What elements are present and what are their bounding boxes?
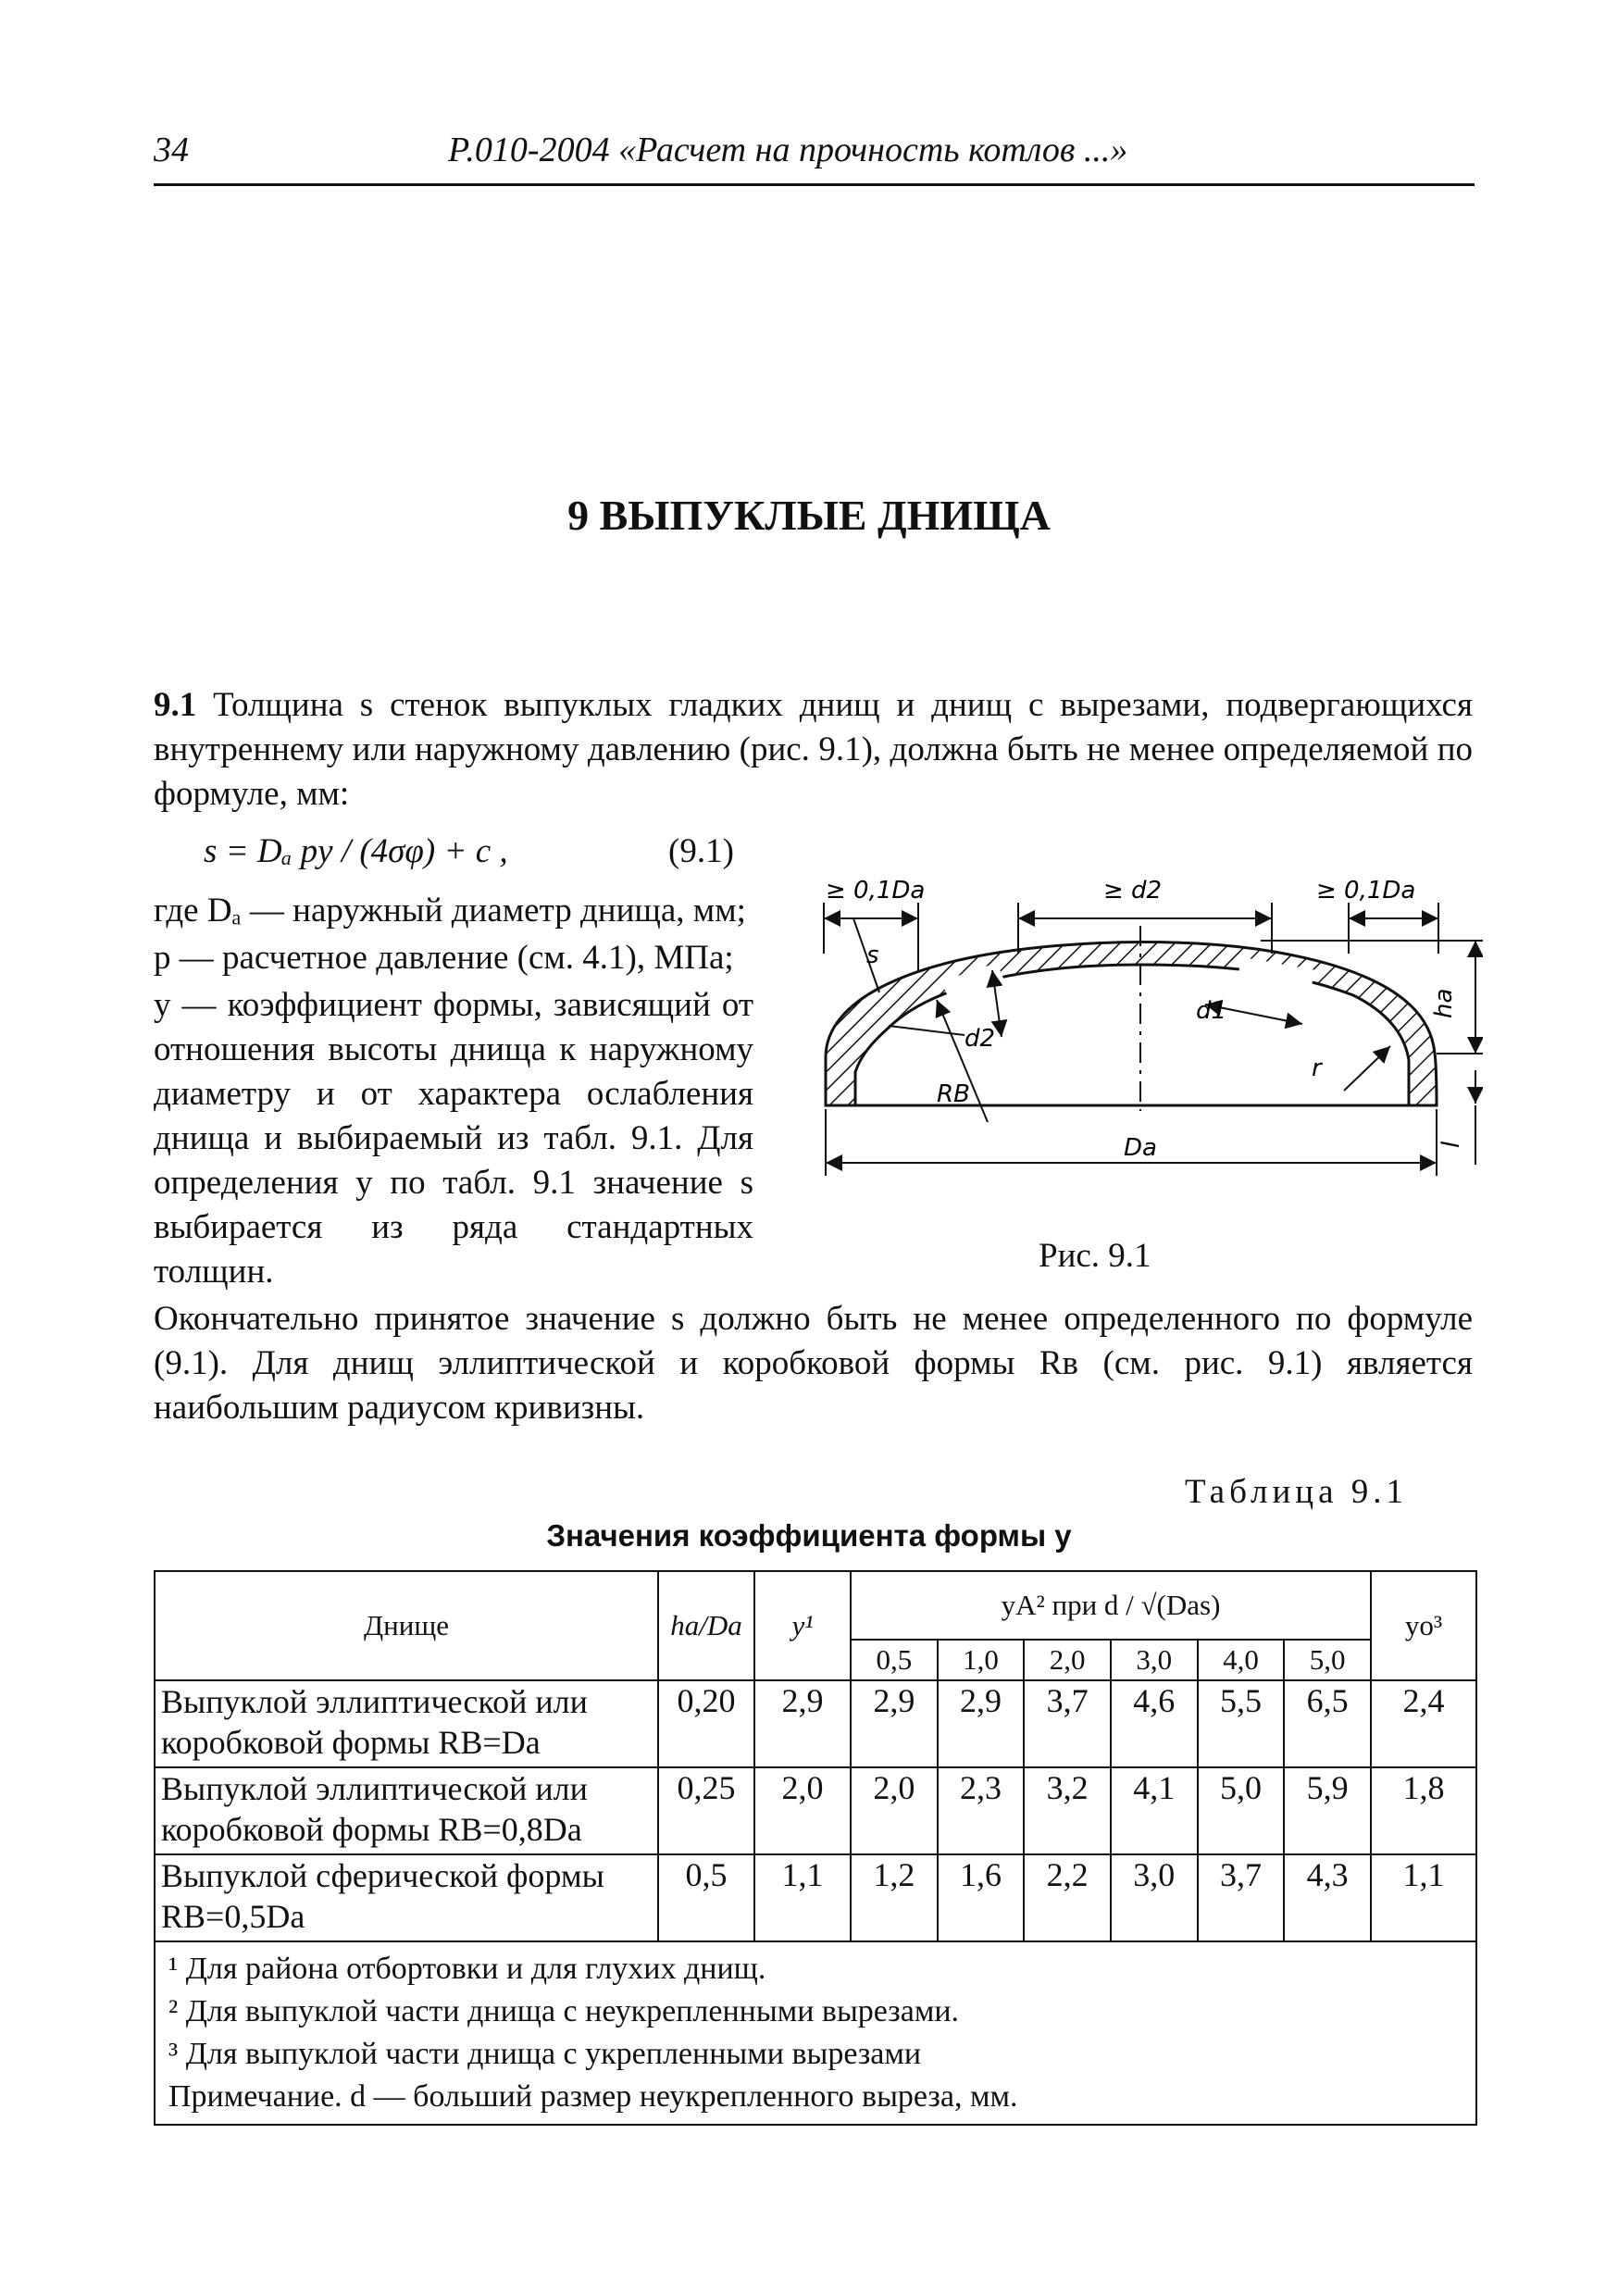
row-name: Выпуклой эллиптической или коробковой формы RВ=Dа bbox=[155, 1680, 658, 1767]
definition-y: y — коэффициент формы, зависящий от отношения высоты днища к наружному диаметру и от характера ослабления днища и выбираемый из табл. 9.1. Для определения y по табл. 9.1 значение s выбирается из ряда стандартных толщин. bbox=[154, 986, 753, 1291]
row-ya: 3,7 bbox=[1024, 1680, 1111, 1767]
row-ya: 1,6 bbox=[938, 1854, 1025, 1941]
label-l: l bbox=[1438, 1141, 1465, 1148]
table-row bbox=[155, 1767, 1476, 1854]
table-label: Таблица 9.1 bbox=[1185, 1473, 1408, 1511]
page-number: 34 bbox=[154, 131, 189, 169]
definition-p: p — расчетное давление (см. 4.1), МПа; bbox=[154, 939, 734, 977]
note-remark: Примечание. d — больший размер неукрепленного выреза, мм. bbox=[168, 2079, 1018, 2114]
table-row bbox=[155, 1854, 1476, 1941]
row-ya: 4,6 bbox=[1111, 1680, 1198, 1767]
row-ya: 3,7 bbox=[1198, 1854, 1285, 1941]
label-ha: hа bbox=[1430, 988, 1458, 1018]
note-3: ³ Для выпуклой части днища с укрепленными вырезами bbox=[168, 2037, 922, 2071]
label-r: r bbox=[1312, 1054, 1322, 1082]
row-ratio: 0,25 bbox=[658, 1767, 754, 1854]
table-title: Значения коэффициента формы y bbox=[546, 1518, 1072, 1553]
chapter-title: 9 ВЫПУКЛЫЕ ДНИЩА bbox=[567, 492, 1051, 539]
header-head: Днище bbox=[155, 1571, 658, 1680]
formula-number: (9.1) bbox=[668, 832, 734, 870]
subheader-cell: 5,0 bbox=[1284, 1640, 1371, 1680]
subheader-cell: 2,0 bbox=[1024, 1640, 1111, 1680]
row-ya: 2,3 bbox=[938, 1767, 1025, 1854]
header-ya-group: yA² при d / √(Dаs) bbox=[851, 1571, 1371, 1640]
note-2: ² Для выпуклой части днища с неукрепленными вырезами. bbox=[168, 1994, 960, 2028]
figure-caption: Рис. 9.1 bbox=[1039, 1237, 1151, 1275]
row-name: Выпуклой эллиптической или коробковой формы RВ=0,8Dа bbox=[155, 1767, 658, 1854]
table-row bbox=[155, 1680, 1476, 1767]
row-y: 2,9 bbox=[754, 1680, 851, 1767]
row-ya: 6,5 bbox=[1284, 1680, 1371, 1767]
row-ratio: 0,20 bbox=[658, 1680, 754, 1767]
label-left-top: ≥ 0,1Dа bbox=[826, 877, 926, 905]
subheader-cell: 3,0 bbox=[1111, 1640, 1198, 1680]
coefficient-table bbox=[154, 1570, 1477, 2126]
label-da: Dа bbox=[1124, 1134, 1157, 1162]
paragraph-number: 9.1 bbox=[154, 686, 197, 724]
row-ya: 4,3 bbox=[1284, 1854, 1371, 1941]
table-notes bbox=[155, 1941, 1476, 2125]
head-drawing bbox=[798, 861, 1483, 1231]
paragraph-9-1 bbox=[154, 683, 1473, 817]
paragraph-continued: Окончательно принятое значение s должно быть не менее определенного по формуле (9.1). Для днищ эллиптической и коробковой формы Rв (см. рис. 9.1) является наибольшим радиусом кривизны. bbox=[154, 1300, 1473, 1427]
row-y0: 2,4 bbox=[1371, 1680, 1476, 1767]
subheader-cell: 1,0 bbox=[938, 1640, 1025, 1680]
row-ya: 2,2 bbox=[1024, 1854, 1111, 1941]
running-title: Р.010-2004 «Расчет на прочность котлов ...» bbox=[448, 131, 1128, 169]
paragraph-text: Толщина s стенок выпуклых гладких днищ и днищ с вырезами, подвергающихся внутреннему или наружному давлению (рис. 9.1), должна быть не менее определяемой по формуле, мм: bbox=[154, 686, 1473, 813]
row-name: Выпуклой сферической формы RВ=0,5Dа bbox=[155, 1854, 658, 1941]
figure-9-1 bbox=[798, 861, 1483, 1231]
page-header bbox=[154, 130, 1475, 186]
row-ya: 2,9 bbox=[851, 1680, 938, 1767]
formula-9-1: s = Dₐ py / (4σφ) + c , bbox=[204, 832, 508, 870]
header-y: y¹ bbox=[754, 1571, 851, 1680]
row-ya: 5,9 bbox=[1284, 1767, 1371, 1854]
subheader-cell: 0,5 bbox=[851, 1640, 938, 1680]
row-ya: 3,0 bbox=[1111, 1854, 1198, 1941]
row-y0: 1,1 bbox=[1371, 1854, 1476, 1941]
row-ya: 4,1 bbox=[1111, 1767, 1198, 1854]
subheader-cell: 4,0 bbox=[1198, 1640, 1285, 1680]
label-s: s bbox=[866, 942, 879, 969]
definition-da: где Dₐ — наружный диаметр днища, мм; bbox=[154, 892, 746, 930]
row-y0: 1,8 bbox=[1371, 1767, 1476, 1854]
row-ya: 1,2 bbox=[851, 1854, 938, 1941]
row-y: 1,1 bbox=[754, 1854, 851, 1941]
note-1: ¹ Для района отбортовки и для глухих днищ. bbox=[168, 1952, 766, 1986]
label-d2: d2 bbox=[965, 1025, 996, 1053]
header-y0: yо³ bbox=[1371, 1571, 1476, 1680]
header-ratio: hа/Dа bbox=[658, 1571, 754, 1680]
definitions-list bbox=[154, 889, 753, 1297]
row-ratio: 0,5 bbox=[658, 1854, 754, 1941]
row-ya: 5,0 bbox=[1198, 1767, 1285, 1854]
row-ya: 5,5 bbox=[1198, 1680, 1285, 1767]
row-y: 2,0 bbox=[754, 1767, 851, 1854]
row-ya: 2,0 bbox=[851, 1767, 938, 1854]
label-rb: RB bbox=[937, 1080, 970, 1108]
row-ya: 3,2 bbox=[1024, 1767, 1111, 1854]
label-right-top: ≥ 0,1Dа bbox=[1316, 877, 1416, 905]
label-d1: d1 bbox=[1196, 997, 1227, 1025]
row-ya: 2,9 bbox=[938, 1680, 1025, 1767]
label-mid-top: ≥ d2 bbox=[1103, 877, 1163, 905]
